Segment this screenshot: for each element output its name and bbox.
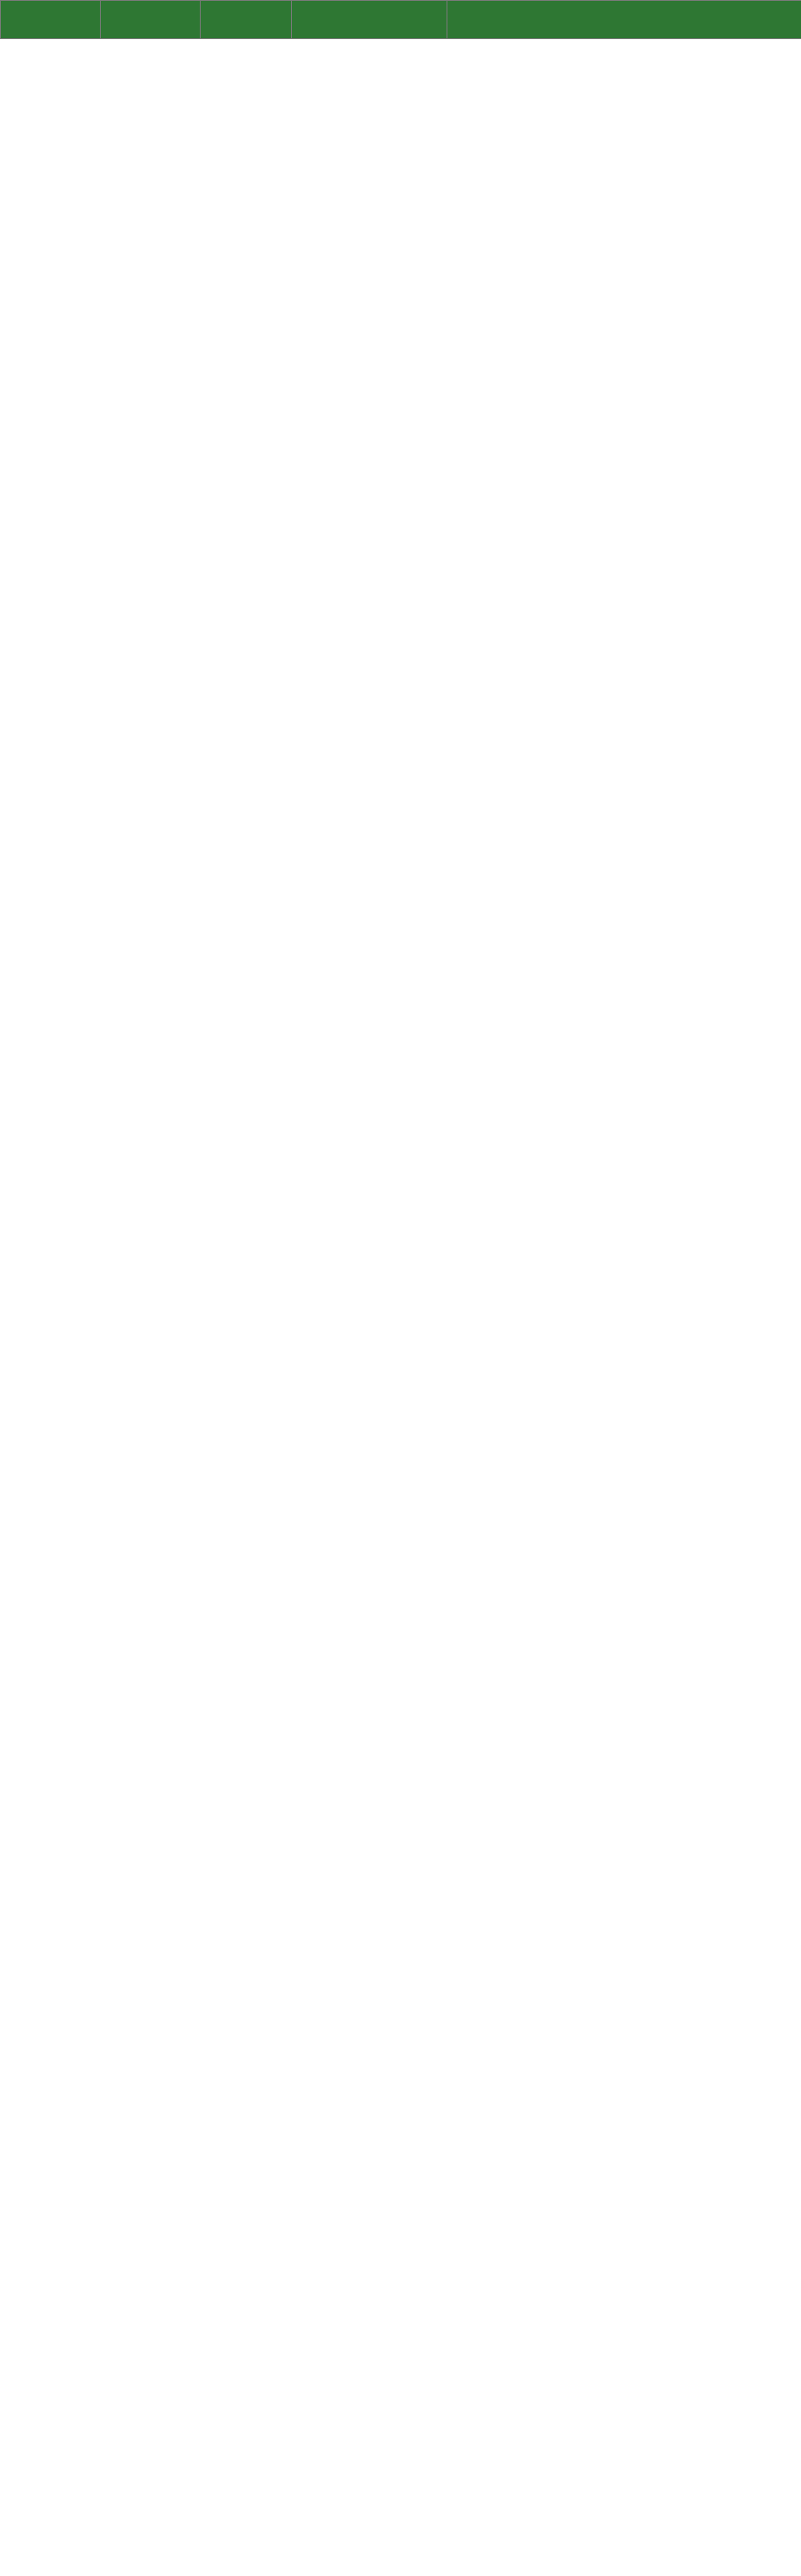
table-header-row [1,1,801,39]
header-no [1,1,101,39]
header-time [292,1,447,39]
header-level [201,1,292,39]
header-name [101,1,201,39]
warm-tip-note [0,2446,801,2576]
header-policy [447,1,801,39]
discount-table [0,0,801,39]
